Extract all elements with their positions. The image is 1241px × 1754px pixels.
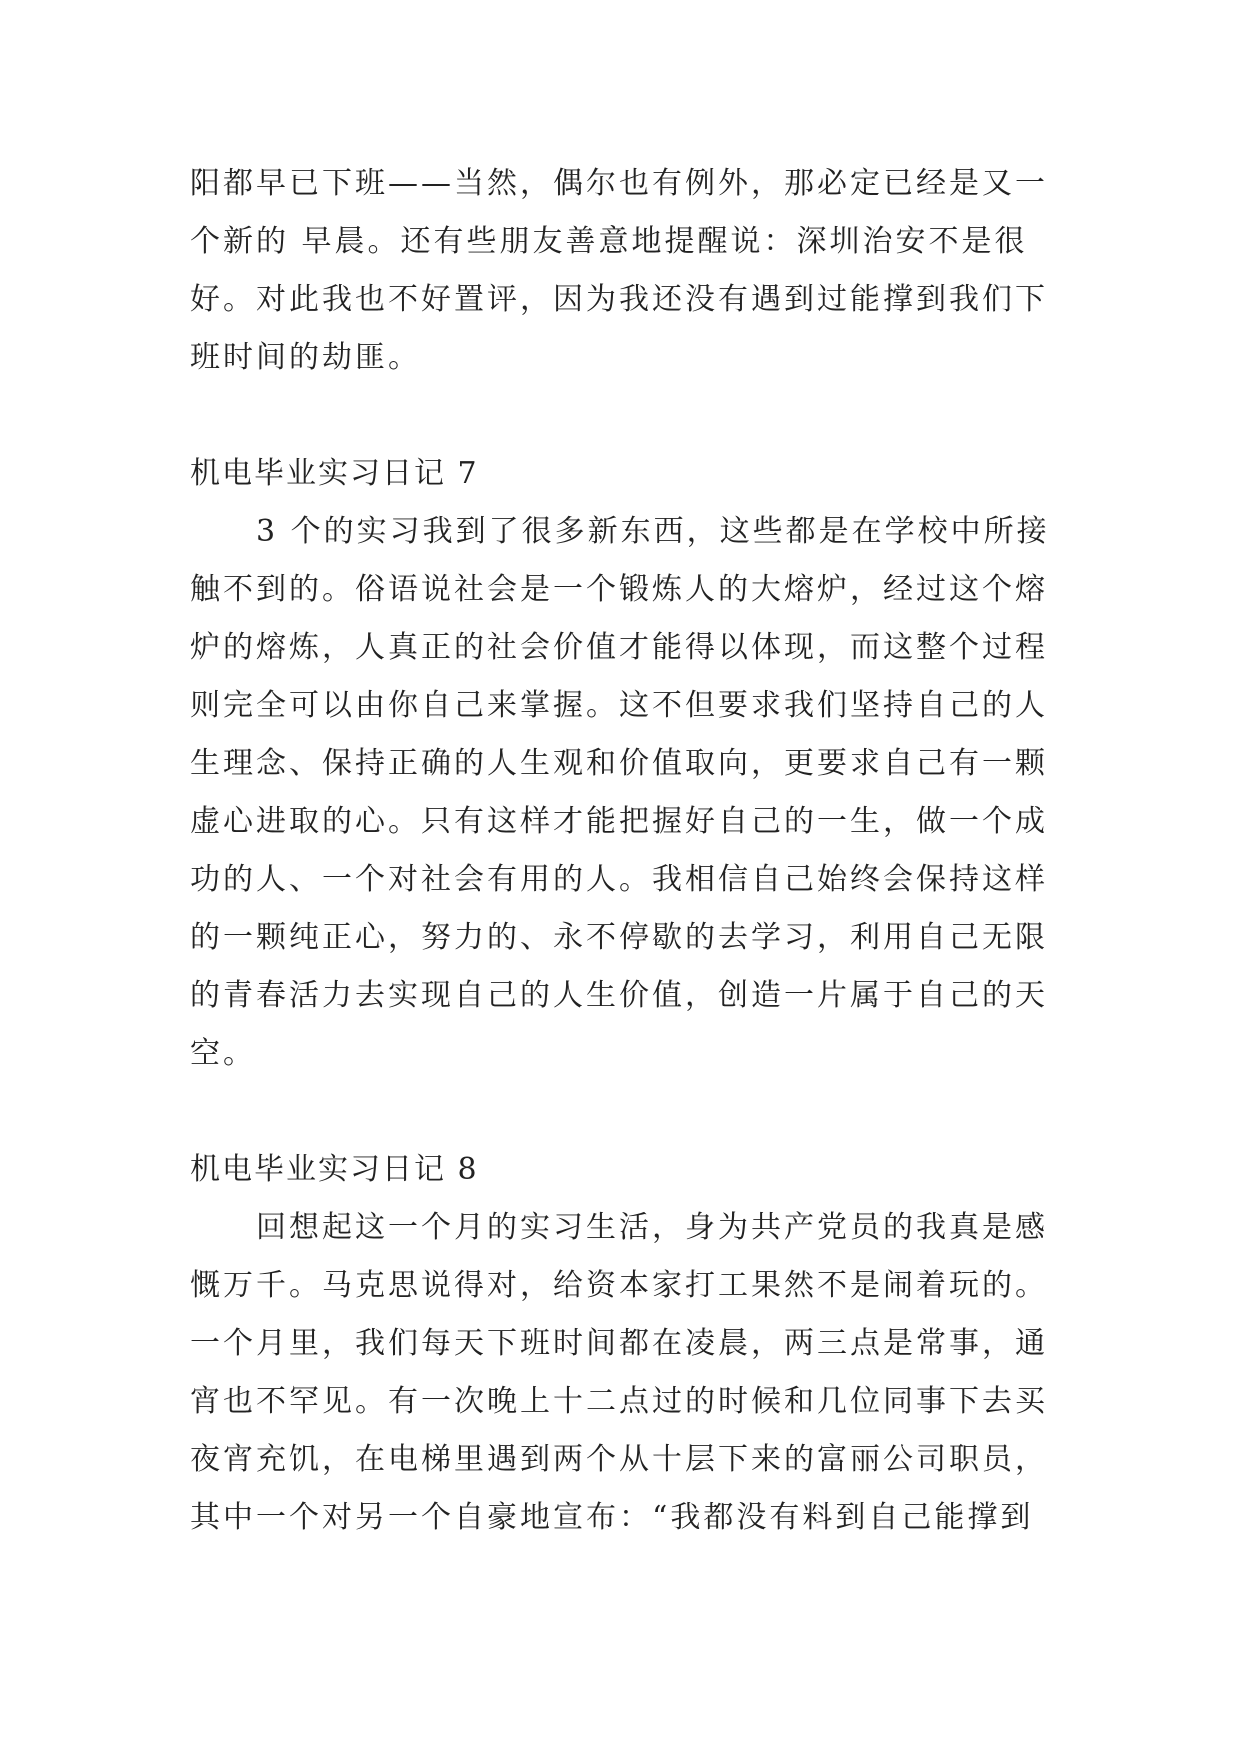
text-line: 的一颗纯正心，努力的、永不停歇的去学习，利用自己无限 (190, 920, 1048, 955)
section-heading: 机电毕业实习日记 7 (190, 456, 479, 491)
section-heading: 机电毕业实习日记 8 (190, 1152, 479, 1187)
text-line: 炉的熔炼，人真正的社会价值才能得以体现，而这整个过程 (190, 630, 1048, 665)
text-line: 个新的 早晨。还有些朋友善意地提醒说：深圳治安不是很 (190, 224, 1028, 259)
intro-paragraph (190, 155, 1050, 387)
section-spacer (190, 387, 1050, 445)
text-line: 回想起这一个月的实习生活，身为共产党员的我真是感 (256, 1210, 1048, 1245)
text-line: 好。对此我也不好置评，因为我还没有遇到过能撑到我们下 (190, 282, 1048, 317)
section-spacer (190, 1083, 1050, 1141)
text-line: 的青春活力去实现自己的人生价值，创造一片属于自己的天 (190, 978, 1048, 1013)
text-line: 触不到的。俗语说社会是一个锻炼人的大熔炉，经过这个熔 (190, 572, 1048, 607)
section-diary-7 (190, 445, 1050, 1083)
text-line: 慨万千。马克思说得对，给资本家打工果然不是闹着玩的。 (190, 1268, 1048, 1303)
text-line: 生理念、保持正确的人生观和价值取向，更要求自己有一颗 (190, 746, 1048, 781)
text-line: 班时间的劫匪。 (190, 340, 421, 375)
text-line: 一个月里，我们每天下班时间都在凌晨，两三点是常事，通 (190, 1326, 1048, 1361)
document-body (190, 155, 1050, 1547)
text-line: 其中一个对另一个自豪地宣布：“我都没有料到自己能撑到 (190, 1500, 1034, 1535)
text-line: 宵也不罕见。有一次晚上十二点过的时候和几位同事下去买 (190, 1384, 1048, 1419)
text-line: 3 个的实习我到了很多新东西，这些都是在学校中所接 (256, 514, 1050, 549)
text-line: 虚心进取的心。只有这样才能把握好自己的一生，做一个成 (190, 804, 1048, 839)
text-line: 空。 (190, 1036, 256, 1071)
text-line: 阳都早已下班——当然，偶尔也有例外，那必定已经是又一 (190, 166, 1048, 201)
section-diary-8 (190, 1141, 1050, 1547)
text-line: 夜宵充饥，在电梯里遇到两个从十层下来的富丽公司职员， (190, 1442, 1048, 1477)
text-line: 功的人、一个对社会有用的人。我相信自己始终会保持这样 (190, 862, 1048, 897)
text-line: 则完全可以由你自己来掌握。这不但要求我们坚持自己的人 (190, 688, 1048, 723)
